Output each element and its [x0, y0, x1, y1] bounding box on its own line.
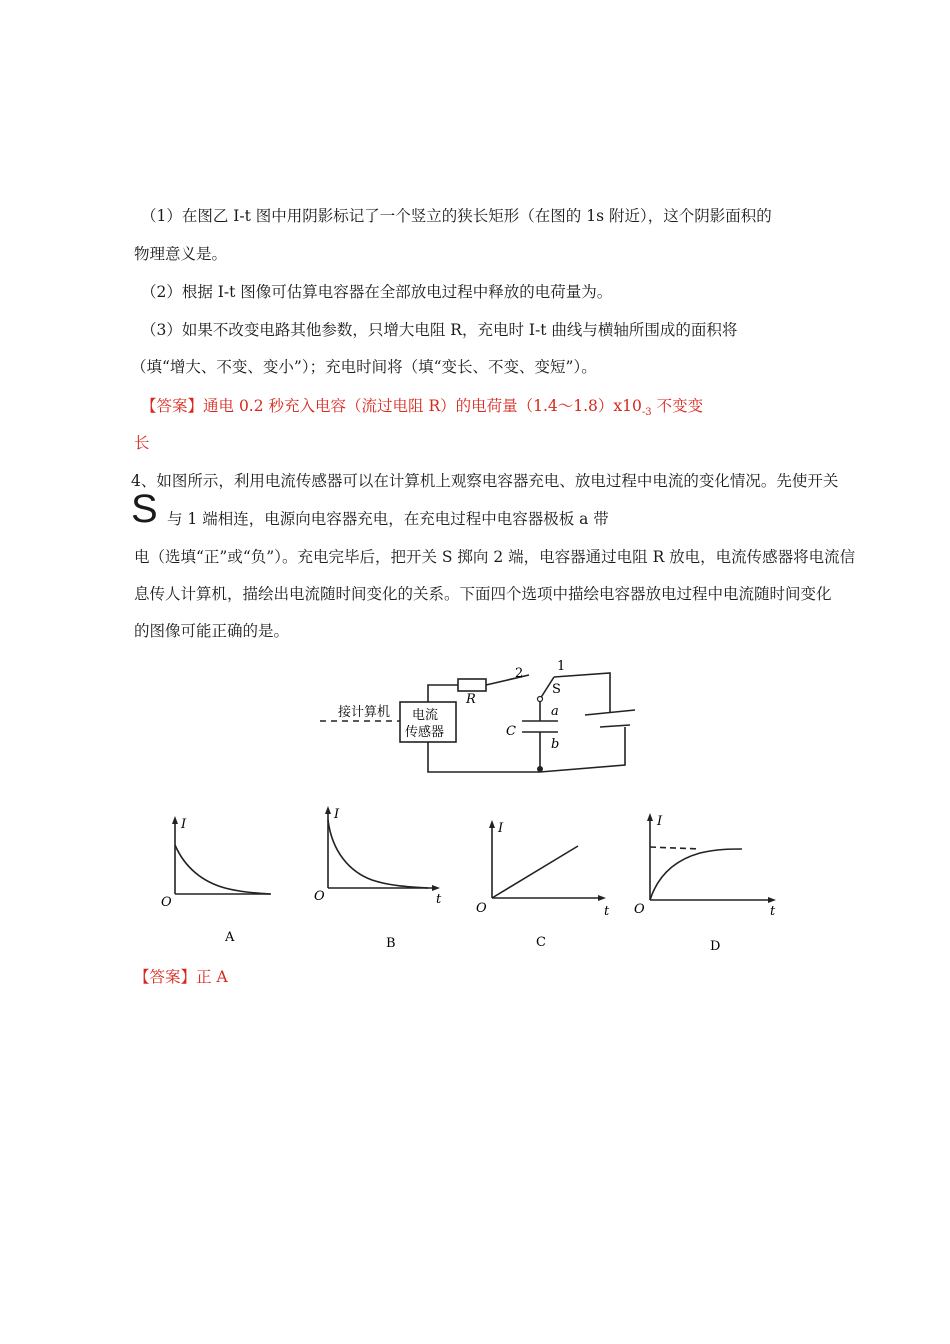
- curve: [650, 849, 742, 900]
- x-axis-label: t: [604, 904, 610, 919]
- answer-label: 【答案】: [141, 397, 204, 415]
- battery-plate-short: [600, 725, 630, 727]
- switch-pivot: [538, 697, 543, 702]
- resistor-symbol: [458, 679, 486, 691]
- curve: [492, 846, 578, 898]
- terminal-2-label: 2: [515, 666, 524, 681]
- asymptote-line: [650, 847, 700, 849]
- origin-label: O: [161, 895, 172, 910]
- graph-b: [310, 800, 450, 950]
- circuit-diagram: [300, 655, 660, 780]
- origin-label: O: [634, 902, 645, 917]
- sensor-label-1: 电流: [412, 708, 439, 723]
- q3-part3-line1: （3）如果不改变电路其他参数，只增大电阻 R，充电时 I-t 曲线与横轴所围成的面积将: [141, 321, 738, 339]
- curve: [175, 845, 270, 894]
- y-axis-label: I: [181, 817, 187, 832]
- y-arrow: [489, 820, 495, 828]
- y-axis-label: I: [498, 821, 504, 836]
- x-arrow: [432, 885, 440, 891]
- q3-part1-line1: （1）在图乙 I-t 图中用阴影标记了一个竖立的狭长矩形（在图的 1s 附近），这个阴影面积的: [141, 207, 772, 225]
- y-arrow: [325, 806, 331, 814]
- graph-caption: D: [710, 939, 721, 954]
- answer-text: 通电 0.2 秒充入电容（流过电阻 R）的电荷量（1.4～1.8）x10: [203, 397, 642, 415]
- q4-answer: [134, 966, 228, 988]
- q4-line1: 4、如图所示，利用电流传感器可以在计算机上观察电容器充电、放电过程中电流的变化情况。先使开关: [131, 472, 839, 490]
- x-arrow: [768, 897, 776, 903]
- q3-part1-line2: 物理意义是。: [134, 245, 228, 263]
- sensor-label-2: 传感器: [405, 725, 445, 740]
- answer-tail: 不变变: [651, 397, 704, 415]
- y-arrow: [172, 816, 178, 824]
- switch-label: S: [552, 682, 561, 697]
- resistor-label: R: [466, 692, 476, 707]
- q4-line2: 与 1 端相连，电源向电容器充电，在充电过程中电容器极板 a 带: [167, 510, 609, 528]
- plate-b-label: b: [551, 737, 560, 752]
- q3-answer: [141, 395, 703, 424]
- q4-line4: 息传人计算机，描绘出电流随时间变化的关系。下面四个选项中描绘电容器放电过程中电流随时间变化: [134, 585, 832, 603]
- curve: [328, 820, 428, 888]
- x-arrow: [598, 895, 606, 901]
- origin-label: O: [476, 901, 487, 916]
- graph-a: [155, 810, 285, 950]
- q4-line3: 电（选填“正”或“负”）。充电完毕后，把开关 S 掷向 2 端，电容器通过电阻 R 放电，电流传感器将电流信: [134, 548, 856, 566]
- junction-dot: [537, 766, 543, 772]
- graph-caption: B: [386, 936, 396, 950]
- x-axis-label: t: [770, 904, 776, 919]
- wire-to-battery: [554, 673, 610, 699]
- y-axis-label: I: [334, 807, 340, 822]
- answer-label: 【答案】: [134, 968, 197, 986]
- plate-a-label: a: [551, 704, 559, 719]
- graph-d: [630, 805, 790, 955]
- graph-caption: C: [536, 935, 546, 950]
- answer-exponent: -3: [641, 407, 652, 419]
- capacitor-label: C: [506, 724, 516, 739]
- computer-label: 接计算机: [338, 705, 391, 720]
- graph-caption: A: [225, 930, 235, 945]
- q3-part3-line2: （填“增大、不变、变小”）；充电时间将（填“变长、不变、变短”）。: [131, 358, 597, 376]
- terminal-1-label: 1: [557, 659, 566, 674]
- origin-label: O: [314, 889, 325, 904]
- q4-line5: 的图像可能正确的是。: [134, 622, 290, 640]
- y-axis-label: I: [657, 814, 663, 829]
- q3-answer-continued: 长: [134, 434, 150, 452]
- q4-switch-letter: S: [131, 487, 158, 531]
- x-axis-label: t: [436, 892, 442, 907]
- top-wire-left: [428, 685, 458, 702]
- bottom-wire: [428, 727, 625, 772]
- graph-c: [470, 812, 620, 952]
- q3-part2: （2）根据 I-t 图像可估算电容器在全部放电过程中释放的电荷量为。: [141, 283, 613, 301]
- answer-text: 正 A: [196, 968, 228, 986]
- y-arrow: [647, 813, 653, 821]
